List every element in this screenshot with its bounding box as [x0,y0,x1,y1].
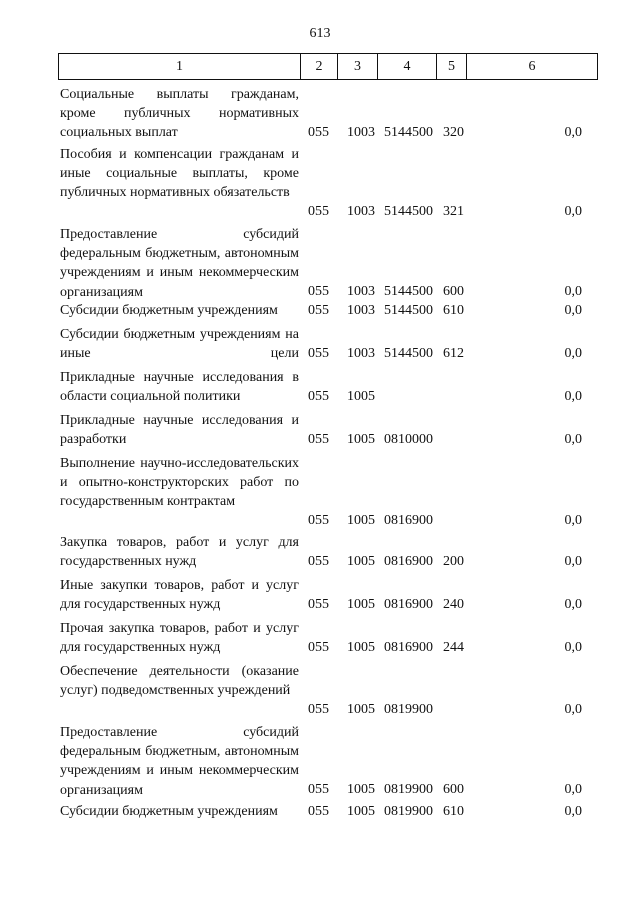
row-expense-type: 240 [443,597,464,612]
row-section-code: 1003 [347,303,375,318]
row-ministry-code: 055 [308,640,329,655]
row-description: Субсидии бюджетным учреждениям на иные цели [60,327,299,362]
row-ministry-code: 055 [308,513,329,528]
row-amount: 0,0 [564,804,582,819]
row-section-code: 1005 [347,432,375,447]
column-header-row [59,54,598,80]
row-section-code: 1005 [347,513,375,528]
row-section-code: 1005 [347,389,375,404]
row-ministry-code: 055 [308,284,329,299]
row-description: Прикладные научные исследования в области социальной политики [60,370,299,405]
row-section-code: 1003 [347,125,375,140]
row-ministry-code: 055 [308,303,329,318]
row-amount: 0,0 [564,125,582,140]
row-target-code: 5144500 [384,125,433,140]
column-header-6: 6 [467,54,598,80]
row-expense-type: 600 [443,284,464,299]
row-description: Иные закупки товаров, работ и услуг для государственных нужд [60,578,299,613]
row-target-code: 0816900 [384,554,433,569]
row-amount: 0,0 [564,640,582,655]
row-target-code: 0819900 [384,804,433,819]
row-target-code: 0810000 [384,432,433,447]
row-section-code: 1005 [347,554,375,569]
column-header-table [58,53,598,80]
row-section-code: 1003 [347,284,375,299]
row-description: Социальные выплаты гражданам, кроме публичных нормативных социальных выплат [60,87,299,141]
row-description: Субсидии бюджетным учреждениям [60,303,278,318]
row-amount: 0,0 [564,346,582,361]
row-ministry-code: 055 [308,389,329,404]
row-section-code: 1003 [347,346,375,361]
row-section-code: 1005 [347,597,375,612]
row-ministry-code: 055 [308,204,329,219]
row-target-code: 5144500 [384,284,433,299]
row-ministry-code: 055 [308,346,329,361]
row-amount: 0,0 [564,204,582,219]
row-ministry-code: 055 [308,782,329,797]
row-target-code: 0816900 [384,597,433,612]
row-amount: 0,0 [564,782,582,797]
row-section-code: 1005 [347,804,375,819]
row-target-code: 5144500 [384,204,433,219]
row-expense-type: 610 [443,303,464,318]
row-expense-type: 321 [443,204,464,219]
row-amount: 0,0 [564,303,582,318]
row-target-code: 5144500 [384,303,433,318]
row-amount: 0,0 [564,432,582,447]
row-description: Выполнение научно-исследовательских и опытно-конструкторских работ по государственным контрактам [60,456,299,510]
row-target-code: 5144500 [384,346,433,361]
column-header-4: 4 [378,54,437,80]
row-expense-type: 244 [443,640,464,655]
row-description: Прочая закупка товаров, работ и услуг для государственных нужд [60,621,299,656]
row-expense-type: 610 [443,804,464,819]
row-amount: 0,0 [564,284,582,299]
page-number: 613 [309,26,331,41]
row-expense-type: 600 [443,782,464,797]
row-target-code: 0819900 [384,782,433,797]
row-description: Закупка товаров, работ и услуг для государственных нужд [60,535,299,570]
row-amount: 0,0 [564,702,582,717]
row-section-code: 1005 [347,702,375,717]
row-expense-type: 612 [443,346,464,361]
row-target-code: 0816900 [384,513,433,528]
column-header-3: 3 [338,54,378,80]
row-ministry-code: 055 [308,597,329,612]
row-ministry-code: 055 [308,554,329,569]
column-header-2: 2 [301,54,338,80]
row-ministry-code: 055 [308,804,329,819]
column-header-5: 5 [437,54,467,80]
row-section-code: 1003 [347,204,375,219]
row-description: Предоставление субсидий федеральным бюджетным, автономным учреждениям и иным некоммерческим организациям [60,227,299,300]
row-ministry-code: 055 [308,125,329,140]
row-description: Прикладные научные исследования и разработки [60,413,299,448]
row-amount: 0,0 [564,513,582,528]
row-amount: 0,0 [564,554,582,569]
row-target-code: 0819900 [384,702,433,717]
row-ministry-code: 055 [308,702,329,717]
row-target-code: 0816900 [384,640,433,655]
row-description: Субсидии бюджетным учреждениям [60,804,278,819]
row-expense-type: 320 [443,125,464,140]
row-section-code: 1005 [347,782,375,797]
row-amount: 0,0 [564,597,582,612]
row-expense-type: 200 [443,554,464,569]
row-amount: 0,0 [564,389,582,404]
row-description: Пособия и компенсации гражданам и иные социальные выплаты, кроме публичных нормативных обязательств [60,147,299,201]
column-header-1: 1 [59,54,301,80]
row-description: Предоставление субсидий федеральным бюджетным, автономным учреждениям и иным некоммерческим организациям [60,725,299,798]
row-description: Обеспечение деятельности (оказание услуг) подведомственных учреждений [60,664,299,699]
row-ministry-code: 055 [308,432,329,447]
row-section-code: 1005 [347,640,375,655]
